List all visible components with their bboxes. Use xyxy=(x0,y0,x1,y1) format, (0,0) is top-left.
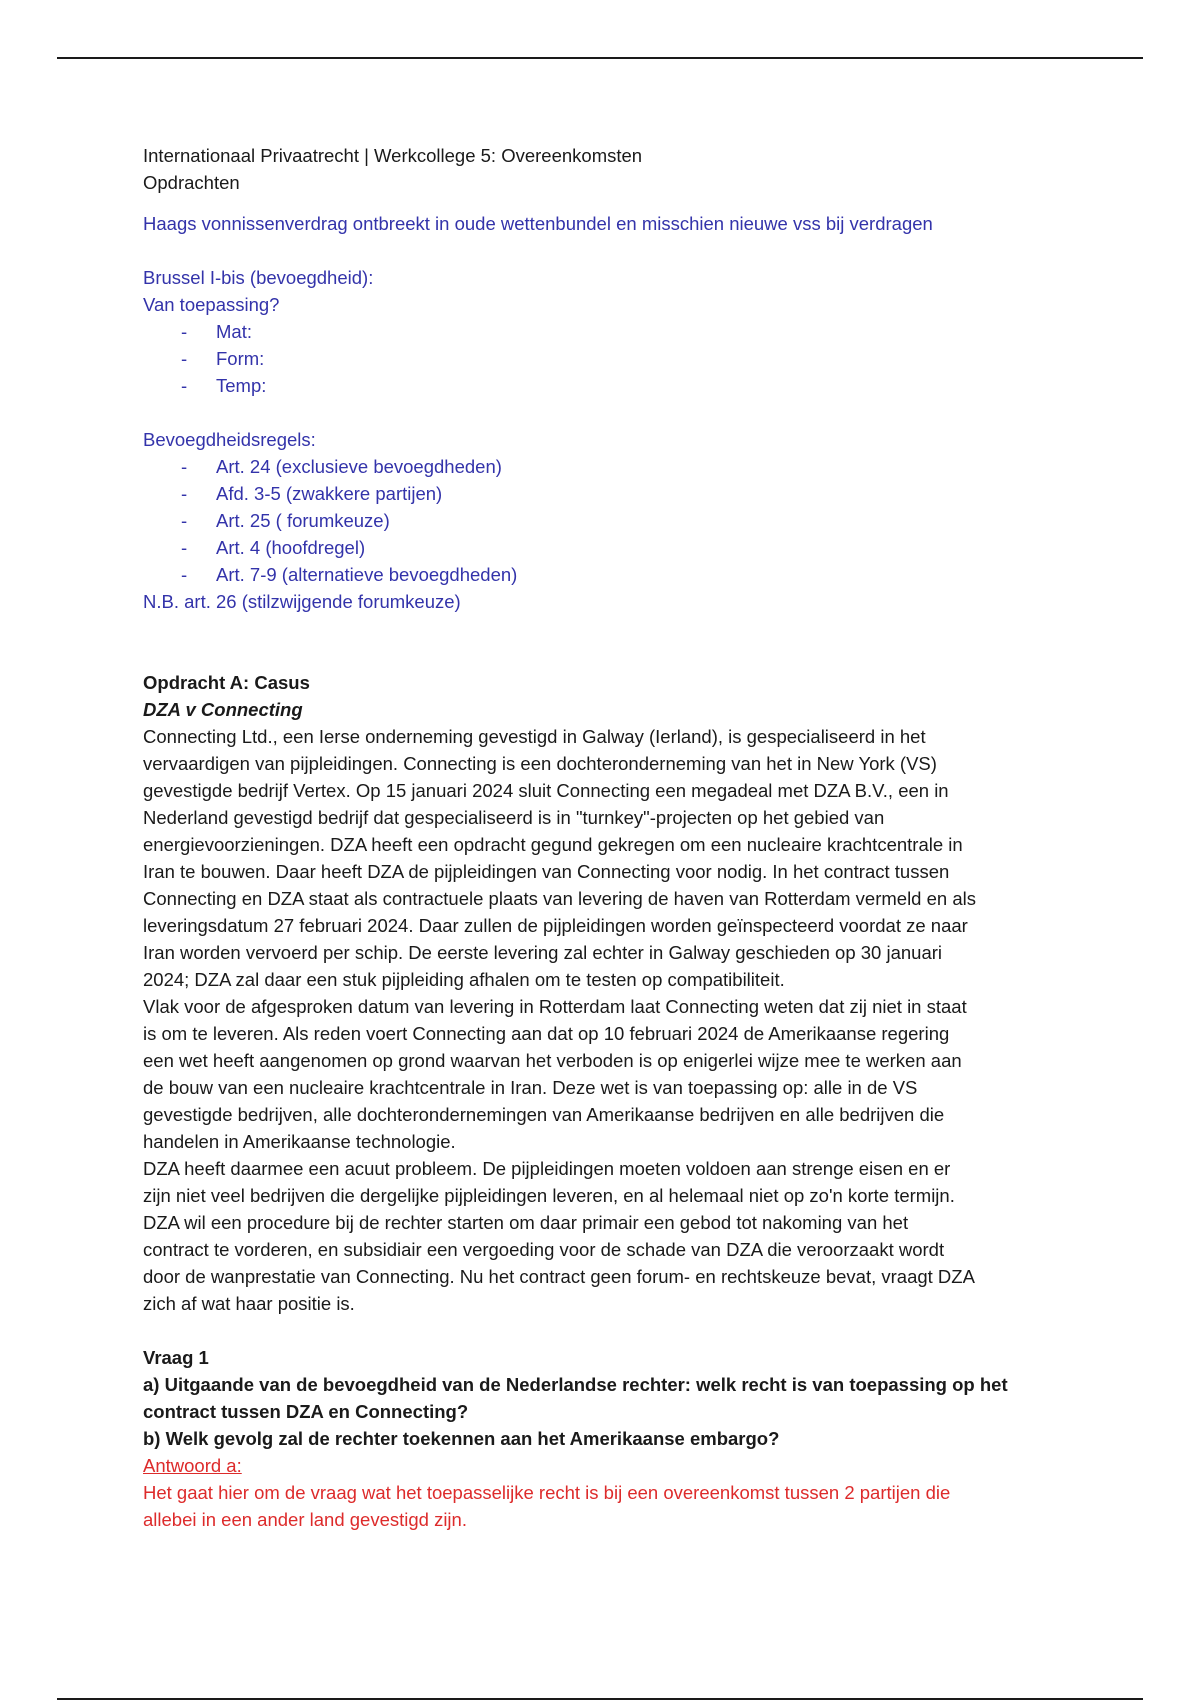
list-item-label: Art. 7-9 (alternatieve bevoegdheden) xyxy=(216,564,518,585)
answer-line-2: allebei in een ander land gevestigd zijn. xyxy=(143,1509,467,1530)
case-line: vervaardigen van pijpleidingen. Connecting is een dochteronderneming van het in New York (VS) xyxy=(143,753,937,774)
list-item-label: Art. 25 ( forumkeuze) xyxy=(216,510,390,531)
case-line: zich af wat haar positie is. xyxy=(143,1293,355,1314)
case-line: zijn niet veel bedrijven die dergelijke pijpleidingen leveren, en al helemaal niet op zo'n korte termijn. xyxy=(143,1185,955,1206)
document-page xyxy=(143,142,1063,1533)
dash-bullet: - xyxy=(181,321,188,342)
brussels-heading: Brussel I-bis (bevoegdheid): xyxy=(143,267,374,288)
list-item-label: Form: xyxy=(216,348,265,369)
case-text xyxy=(143,723,1063,1317)
question-heading: Vraag 1 xyxy=(143,1347,209,1368)
list-item-label: Afd. 3-5 (zwakkere partijen) xyxy=(216,483,443,504)
rules-list xyxy=(143,453,1063,588)
case-line: Connecting en DZA staat als contractuele plaats van levering de haven van Rotterdam vermeld en als xyxy=(143,888,976,909)
case-line: contract te vorderen, en subsidiair een vergoeding voor de schade van DZA die veroorzaakt wordt xyxy=(143,1239,945,1260)
nb-note: N.B. art. 26 (stilzwijgende forumkeuze) xyxy=(143,591,461,612)
dash-bullet: - xyxy=(181,348,188,369)
list-item xyxy=(143,534,1063,561)
question-a-line-1: a) Uitgaande van de bevoegdheid van de Nederlandse rechter: welk recht is van toepassing op het xyxy=(143,1374,1008,1395)
case-line: gevestigde bedrijf Vertex. Op 15 januari 2024 sluit Connecting een megadeal met DZA B.V., een in xyxy=(143,780,949,801)
dash-bullet: - xyxy=(181,510,188,531)
case-line: DZA wil een procedure bij de rechter starten om daar primair een gebod tot nakoming van het xyxy=(143,1212,909,1233)
answer-line-1: Het gaat hier om de vraag wat het toepasselijke recht is bij een overeenkomst tussen 2 partijen die xyxy=(143,1482,951,1503)
case-line: Vlak voor de afgesproken datum van levering in Rotterdam laat Connecting weten dat zij niet in staat xyxy=(143,996,967,1017)
section-title: Opdrachten xyxy=(143,172,240,193)
applicability-heading: Van toepassing? xyxy=(143,294,280,315)
case-line: Connecting Ltd., een Ierse onderneming gevestigd in Galway (Ierland), is gespecialiseerd in het xyxy=(143,726,926,747)
list-item xyxy=(143,507,1063,534)
applicability-list xyxy=(143,318,1063,399)
course-title: Internationaal Privaatrecht | Werkcollege 5: Overeenkomsten xyxy=(143,145,643,166)
list-item xyxy=(143,372,1063,399)
case-line: Iran worden vervoerd per schip. De eerste levering zal echter in Galway geschieden op 30 januari xyxy=(143,942,943,963)
case-line: gevestigde bedrijven, alle dochterondernemingen van Amerikaanse bedrijven en alle bedrijven die xyxy=(143,1104,945,1125)
case-line: DZA heeft daarmee een acuut probleem. De pijpleidingen moeten voldoen aan strenge eisen en er xyxy=(143,1158,951,1179)
list-item-label: Mat: xyxy=(216,321,252,342)
hague-note: Haags vonnissenverdrag ontbreekt in oude wettenbundel en misschien nieuwe vss bij verdragen xyxy=(143,213,933,234)
assignment-heading: Opdracht A: Casus xyxy=(143,672,310,693)
list-item-label: Art. 4 (hoofdregel) xyxy=(216,537,366,558)
question-a-line-2: contract tussen DZA en Connecting? xyxy=(143,1401,469,1422)
case-line: Nederland gevestigd bedrijf dat gespecialiseerd is in "turnkey"-projecten op het gebied van xyxy=(143,807,885,828)
top-rule xyxy=(57,57,1143,59)
dash-bullet: - xyxy=(181,564,188,585)
list-item-label: Art. 24 (exclusieve bevoegdheden) xyxy=(216,456,502,477)
case-line: 2024; DZA zal daar een stuk pijpleiding afhalen om te testen op compatibiliteit. xyxy=(143,969,785,990)
case-line: handelen in Amerikaanse technologie. xyxy=(143,1131,456,1152)
dash-bullet: - xyxy=(181,483,188,504)
question-b-line: b) Welk gevolg zal de rechter toekennen aan het Amerikaanse embargo? xyxy=(143,1428,780,1449)
case-line: door de wanprestatie van Connecting. Nu het contract geen forum- en rechtskeuze bevat, vraagt DZA xyxy=(143,1266,975,1287)
case-line: de bouw van een nucleaire krachtcentrale in Iran. Deze wet is van toepassing op: alle in de VS xyxy=(143,1077,918,1098)
list-item xyxy=(143,480,1063,507)
list-item-label: Temp: xyxy=(216,375,267,396)
case-line: is om te leveren. Als reden voert Connecting aan dat op 10 februari 2024 de Amerikaanse regering xyxy=(143,1023,950,1044)
list-item xyxy=(143,561,1063,588)
case-line: een wet heeft aangenomen op grond waarvan het verboden is op enigerlei wijze mee te werken aan xyxy=(143,1050,962,1071)
case-line: leveringsdatum 27 februari 2024. Daar zullen de pijpleidingen worden geïnspecteerd voordat ze naar xyxy=(143,915,968,936)
dash-bullet: - xyxy=(181,537,188,558)
case-line: Iran te bouwen. Daar heeft DZA de pijpleidingen van Connecting voor nodig. In het contract tussen xyxy=(143,861,950,882)
rules-heading: Bevoegdheidsregels: xyxy=(143,429,316,450)
list-item xyxy=(143,345,1063,372)
list-item xyxy=(143,318,1063,345)
dash-bullet: - xyxy=(181,456,188,477)
case-line: energievoorzieningen. DZA heeft een opdracht gegund gekregen om een nucleaire krachtcentrale in xyxy=(143,834,963,855)
dash-bullet: - xyxy=(181,375,188,396)
case-title: DZA v Connecting xyxy=(143,699,303,720)
list-item xyxy=(143,453,1063,480)
answer-label: Antwoord a: xyxy=(143,1455,242,1476)
